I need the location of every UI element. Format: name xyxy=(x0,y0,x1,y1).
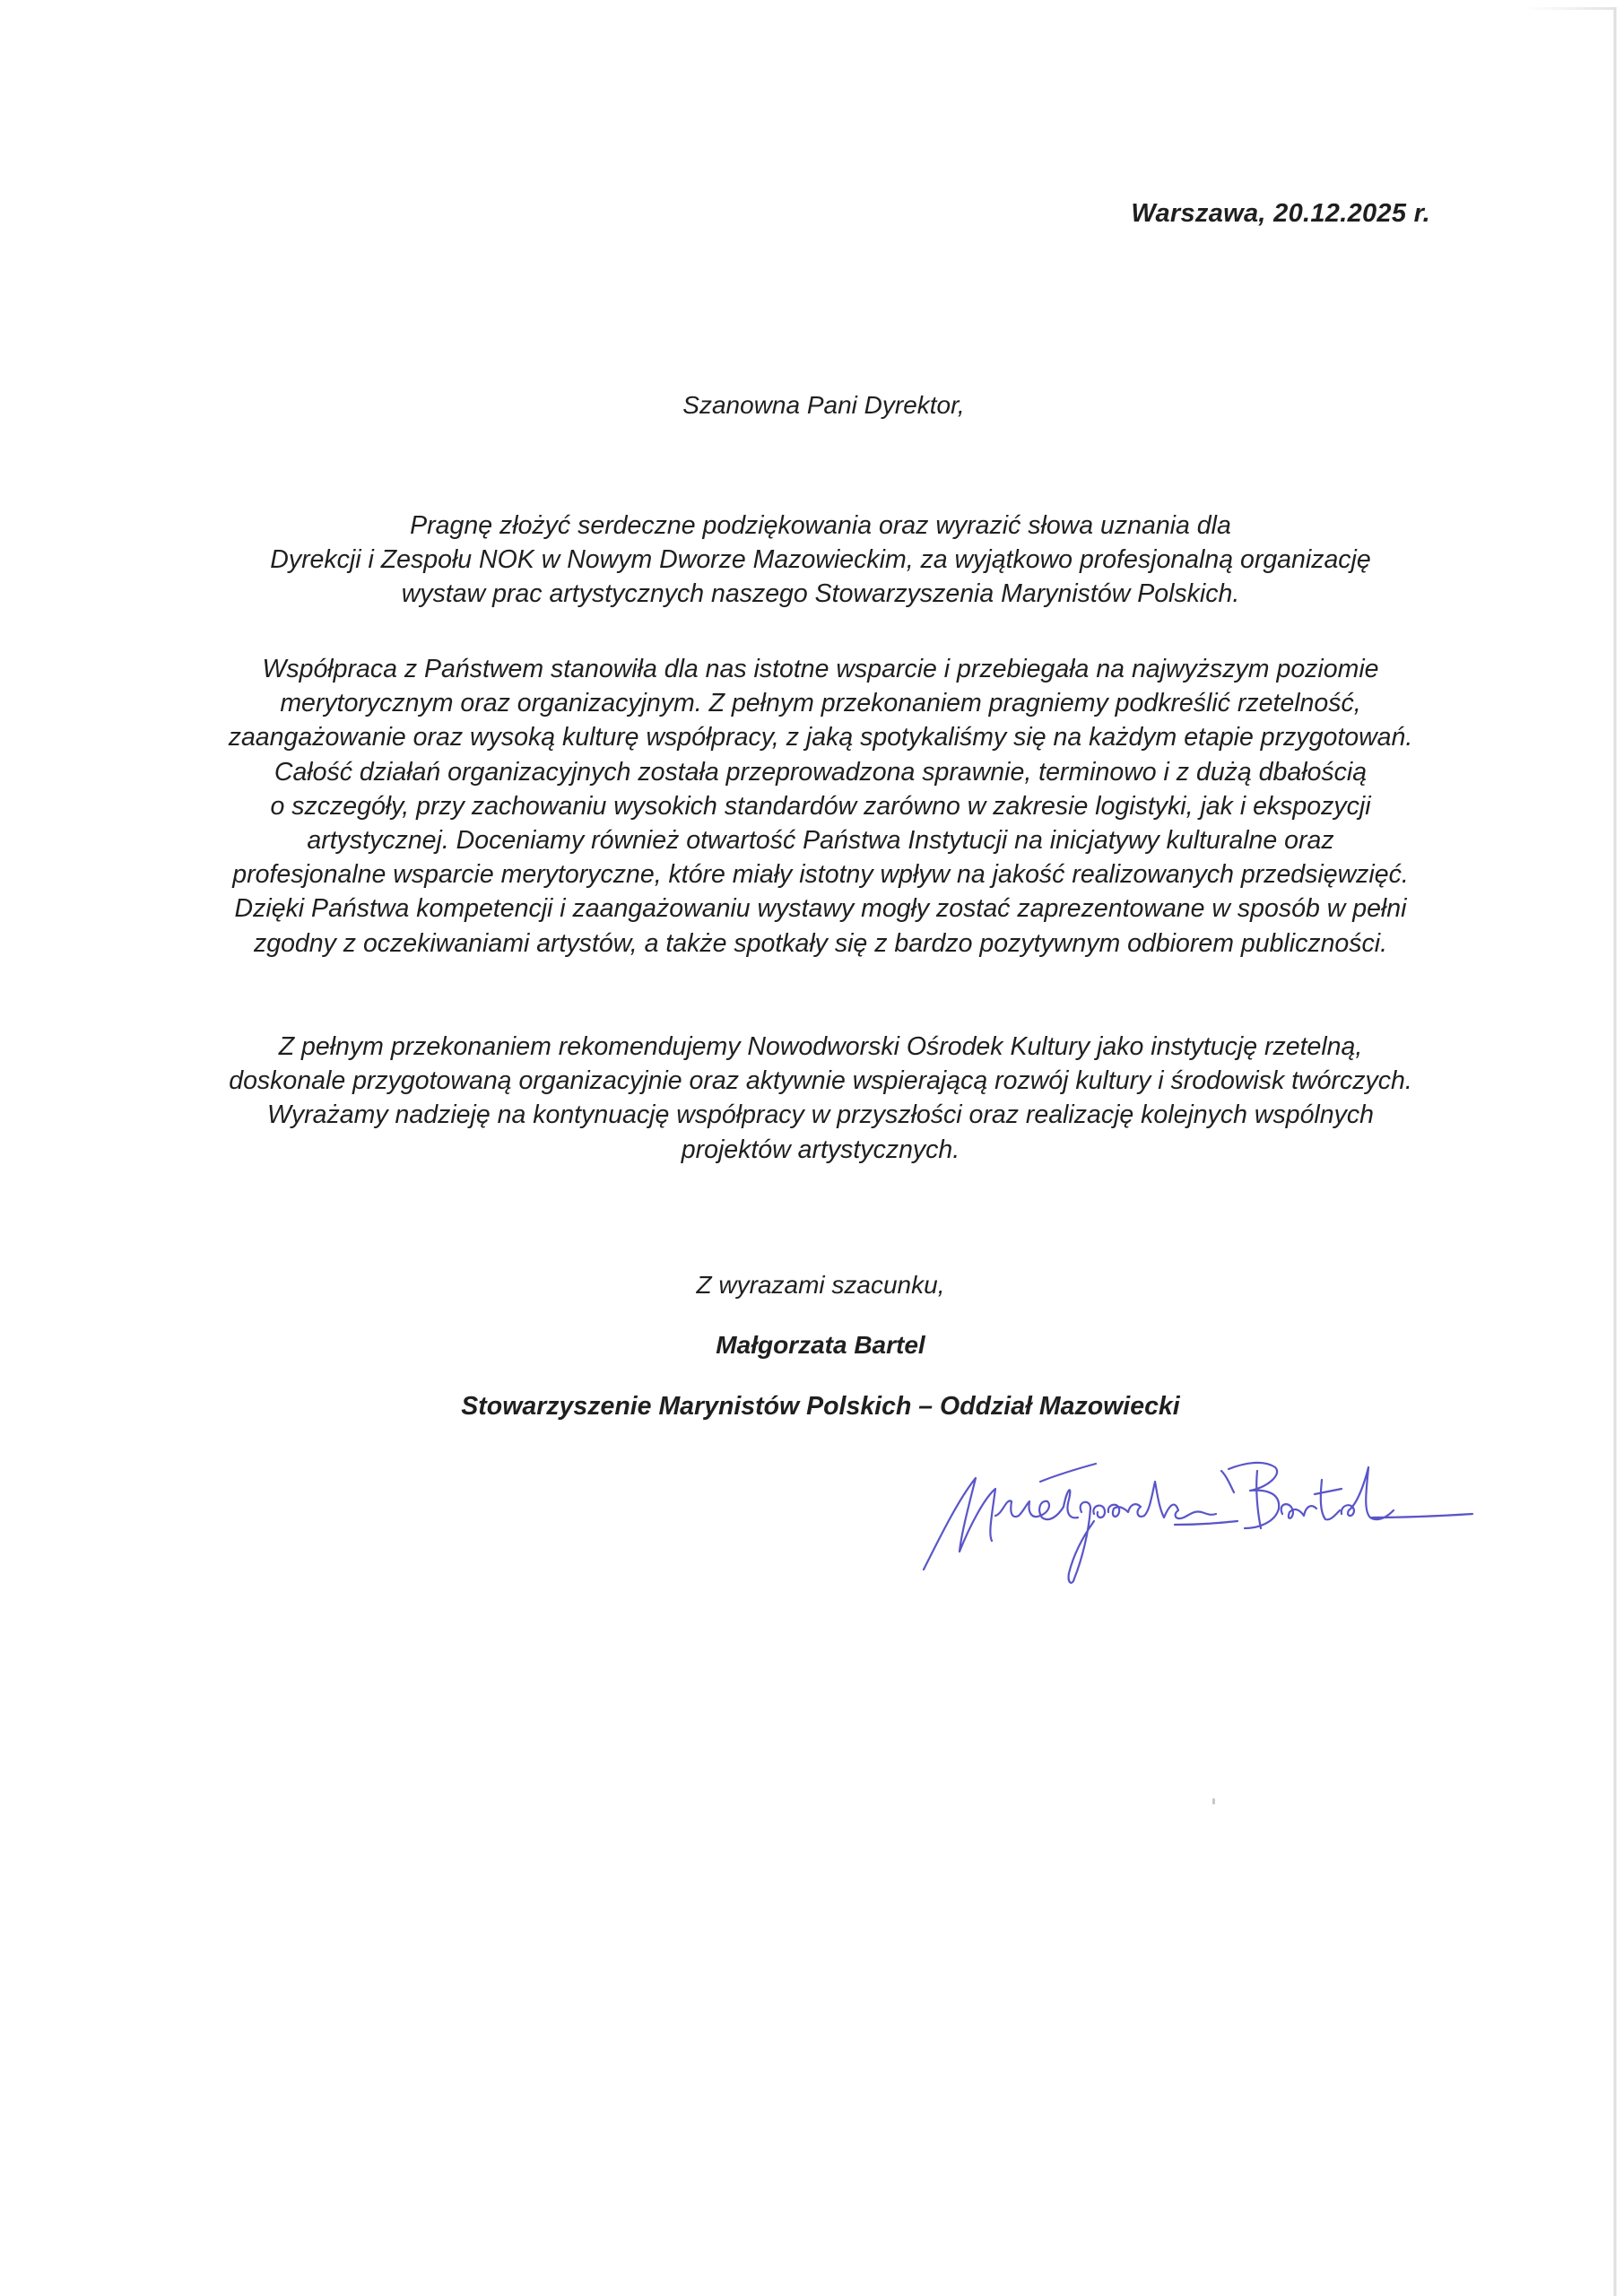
paragraph-line: zgodny z oczekiwaniami artystów, a także spotkały się z bardzo pozytywnym odbiorem publiczności. xyxy=(253,928,1388,958)
paragraph-line: Dyrekcji i Zespołu NOK w Nowym Dworze Mazowieckim, za wyjątkowo profesjonalną organizację xyxy=(270,545,1371,575)
paragraph-line: o szczegóły, przy zachowaniu wysokich standardów zarówno w zakresie logistyki, jak i ekspozycji xyxy=(270,791,1371,821)
paragraph-line: profesjonalne wsparcie merytoryczne, które miały istotny wpływ na jakość realizowanych przedsięwzięć. xyxy=(232,860,1409,890)
handwritten-signature-icon xyxy=(906,1435,1480,1587)
paragraph-line: zaangażowanie oraz wysoką kulturę współpracy, z jaką spotykaliśmy się na każdym etapie przygotowań. xyxy=(228,723,1413,752)
paragraph-line: wystaw prac artystycznych naszego Stowarzyszenia Marynistów Polskich. xyxy=(401,579,1240,609)
paragraph-line: Z pełnym przekonaniem rekomendujemy Nowodworski Ośrodek Kultury jako instytucję rzetelną, xyxy=(278,1032,1363,1061)
paragraph-line: doskonale przygotowaną organizacyjnie oraz aktywnie wspierającą rozwój kultury i środowisk twórczych. xyxy=(229,1066,1412,1096)
paragraph-line: Dzięki Państwa kompetencji i zaangażowaniu wystawy mogły zostać zaprezentowane w sposób w pełni xyxy=(234,894,1407,924)
scan-edge-shadow xyxy=(1613,7,1617,2296)
paragraph-line: projektów artystycznych. xyxy=(681,1135,960,1164)
paragraph-recommendation xyxy=(179,1030,1462,1167)
signer-name: Małgorzata Bartel xyxy=(716,1331,925,1359)
paragraph-line: Wyrażamy nadzieję na kontynuację współpracy w przyszłości oraz realizację kolejnych wspólnych xyxy=(267,1100,1374,1130)
signer-organization: Stowarzyszenie Marynistów Polskich – Oddział Mazowiecki xyxy=(461,1392,1180,1421)
scan-speck xyxy=(1212,1798,1215,1805)
paragraph-line: Pragnę złożyć serdeczne podziękowania oraz wyrazić słowa uznania dla xyxy=(410,511,1231,540)
paragraph-line: merytorycznym oraz organizacyjnym. Z pełnym przekonaniem pragniemy podkreślić rzetelność, xyxy=(280,689,1361,718)
paragraph-line: artystycznej. Doceniamy również otwartość Państwa Instytucji na inicjatywy kulturalne oraz xyxy=(307,826,1334,856)
scan-top-shadow xyxy=(1524,7,1614,10)
paragraph-thanks xyxy=(179,509,1462,612)
salutation: Szanowna Pani Dyrektor, xyxy=(682,391,965,419)
closing-phrase: Z wyrazami szacunku, xyxy=(696,1271,945,1299)
paragraph-line: Współpraca z Państwem stanowiła dla nas istotne wsparcie i przebiegała na najwyższym poziomie xyxy=(262,655,1379,683)
paragraph-line: Całość działań organizacyjnych została przeprowadzona sprawnie, terminowo i z dużą dbałością xyxy=(274,757,1368,787)
letter-date: Warszawa, 20.12.2025 r. xyxy=(1131,199,1430,228)
paragraph-cooperation xyxy=(179,652,1462,961)
